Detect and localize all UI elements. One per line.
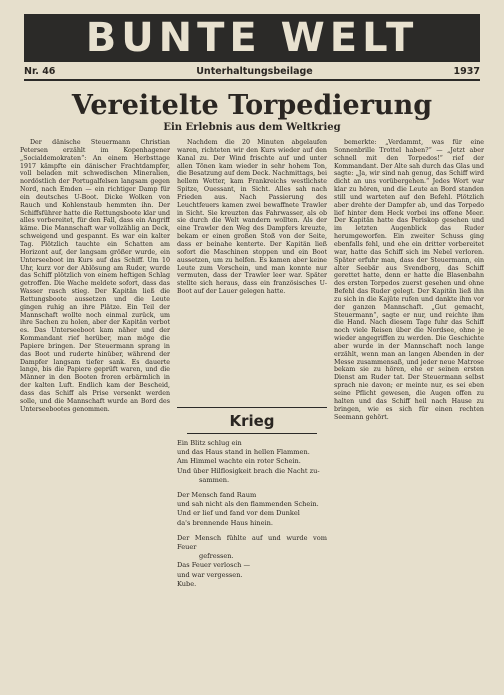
poem-author: Kube.	[177, 579, 197, 588]
issue-number: Nr. 46	[24, 66, 56, 77]
poem-line: und war vergessen.	[177, 570, 243, 579]
poem-title: Krieg	[229, 412, 275, 430]
column-left-text: Der dänische Steuermann Christian Petersen erzählt im Kopenhagener „Socialdemokraten“: An einem Herbsttage 1917 kämpfte ein dänischer Frachtdampfer, voll beladen mit schwedischen Mineralien, nordöstlich der Portugalfelsen langsam gegen Nord, nach Emden — ein richtiger Damp für ein deutsches U-Boot. Dicke Wolken von Rauch und Kohlenstaub hemmten ihn. Der Schiffsführer hatte die Rettungsboote klar und alles vorbereitet, für den Fall, dass ein Angriff käme. Die Mannschaft war vollzählig an Deck, schweigend und gespannt. Es war ein kalter Tag. Plötzlich tauchte ein Schatten am Horizont auf, der langsam größer wurde, ein Unterseeboot im Kurs auf das Schiff. Um 10 Uhr, kurz vor der Ablösung am Ruder, wurde das Schiff plötzlich von einem heftigen Schlag getroffen. Die Wache meldete sofort, dass das Wasser rasch stieg. Der Kapitän ließ die Rettungsboote aussetzen und die Leute gingen ruhig an ihre Plätze. Ein Teil der Mannschaft wollte noch einmal zurück, um ihre Sachen zu holen, aber der Kapitän verbot es. Das Unterseeboot kam näher und der Kommandant rief herüber, man möge die Papiere bringen. Der Steuermann sprang in das Boot und ruderte hinüber, während der Dampfer langsam tiefer sank. Es dauerte lange, bis die Papiere geprüft waren, und die Männer in den Booten froren erbärmlich in der kalten Luft. Endlich kam der Bescheid, dass das Schiff als Prise versenkt werden solle, und die Mannschaft wurde an Bord des Unterseebootes genommen.	[20, 139, 170, 413]
year: 1937	[453, 66, 480, 77]
poem-lines	[177, 439, 327, 580]
poem-box	[177, 407, 327, 589]
poem-line: und das Haus stand in hellen Flammen.	[177, 448, 310, 457]
article-subtitle: Ein Erlebnis aus dem Weltkrieg	[163, 122, 341, 133]
poem-divider	[187, 433, 317, 434]
column-right	[334, 139, 484, 659]
subhead-bar	[24, 66, 480, 81]
poem-line: Der Mensch fühlte auf und wurde vom Feuer	[177, 533, 327, 552]
poem-line: Und er lief und fand vor dem Dunkel	[177, 509, 300, 518]
masthead: BUNTE WELT	[24, 14, 480, 62]
column-right-text: bemerkte: „Verdammt, was für eine Sonnenbrille Trottel haben?“ — „Jetzt aber schnell mit den Torpedos!“ rief der Kommandant. Der Alte sah durch das Glas und sagte: „Ja, wir sind nah genug, das Schiff wird dicht an uns vorübergehen.“ Jedes Wort war klar zu hören, und die Leute an Bord standen still und warteten auf den Befehl. Plötzlich aber drehte der Dampfer ab, und das Torpedo lief hinter dem Heck vorbei ins offene Meer. Der Kapitän hatte das Periskop gesehen und im letzten Augenblick das Ruder herumgeworfen. Ein zweiter Schuss ging ebenfalls fehl, und ehe ein dritter vorbereitet war, hatte das Schiff sich im Nebel verloren. Später erfuhr man, dass der Steuermann, ein alter Seebär aus Svendborg, das Schiff gerettet hatte, denn er hatte die Blasenbahn des ersten Torpedos zuerst gesehen und ohne Befehl das Ruder gelegt. Der Kapitän ließ ihn zu sich in die Kajüte rufen und dankte ihm vor der ganzen Mannschaft. „Gut gemacht, Steuermann“, sagte er nur, und reichte ihm die Hand. Nach diesem Tage fuhr das Schiff noch viele Reisen über die Nordsee, ohne je wieder angegriffen zu werden. Die Geschichte aber wurde in der Mannschaft noch lange erzählt, wenn man an langen Abenden in der Messe zusammensaß, und jeder neue Matrose bekam sie zu hören, ehe er seinen ersten Dienst am Ruder tat. Der Steuermann selbst sprach nie davon; er meinte nur, es sei eben seine Pflicht gewesen, die Augen offen zu halten und das Schiff heil nach Hause zu bringen, wie es sich für einen rechten Seemann gehört.	[334, 139, 484, 421]
poem-line: sammen.	[199, 475, 230, 484]
poem-line: Das Feuer verlosch —	[177, 561, 251, 570]
poem-line: und sah nicht als den flammenden Schein.	[177, 500, 319, 509]
poem-line: da's brennende Haus hinein.	[177, 518, 273, 527]
article-title: Vereitelte Torpedierung	[71, 90, 433, 121]
column-middle	[177, 139, 327, 659]
poem-line: Am Himmel wachte ein roter Schein.	[177, 457, 301, 466]
poem-line: Und über Hilflosigkeit brach die Nacht zu-	[177, 466, 320, 475]
article-columns	[20, 139, 484, 659]
poem-line: Ein Blitz schlug ein	[177, 439, 242, 447]
column-left	[20, 139, 170, 659]
poem-line: gefressen.	[199, 552, 234, 561]
column-middle-text: Nachdem die 20 Minuten abgelaufen waren, richteten wir den Kurs wieder auf den Kanal zu. Der Wind frischte auf und unter allen Tönen kam wieder in sehr hohem Ton, die Besatzung auf dem Deck. Nachmittags, bei hellem Wetter, kam Frankreichs westlichste Spitze, Ouessant, in Sicht. Alles sah nach Frieden aus. Nach Passierung des Leuchtfeuers kamen zwei bewaffnete Trawler in Sicht. Sie kreuzten das Fahrwasser, als ob sie durch die Welt wandern wollten. Als der eine Trawler den Weg des Dampfers kreuzte, bekam er einen großen Stoß von der Seite, dass er beinahe kenterte. Der Kapitän ließ sofort die Maschinen stoppen und ein Boot aussetzen, um zu helfen. Es kamen aber keine Leute zum Vorschein, und man konnte nur vermuten, dass der Trawler leer war. Später stellte sich heraus, dass ein französisches U-Boot auf der Lauer gelegen hatte.	[177, 139, 327, 296]
section-name: Unterhaltungsbeilage	[196, 66, 313, 77]
poem-line: Der Mensch fand Raum	[177, 491, 257, 500]
